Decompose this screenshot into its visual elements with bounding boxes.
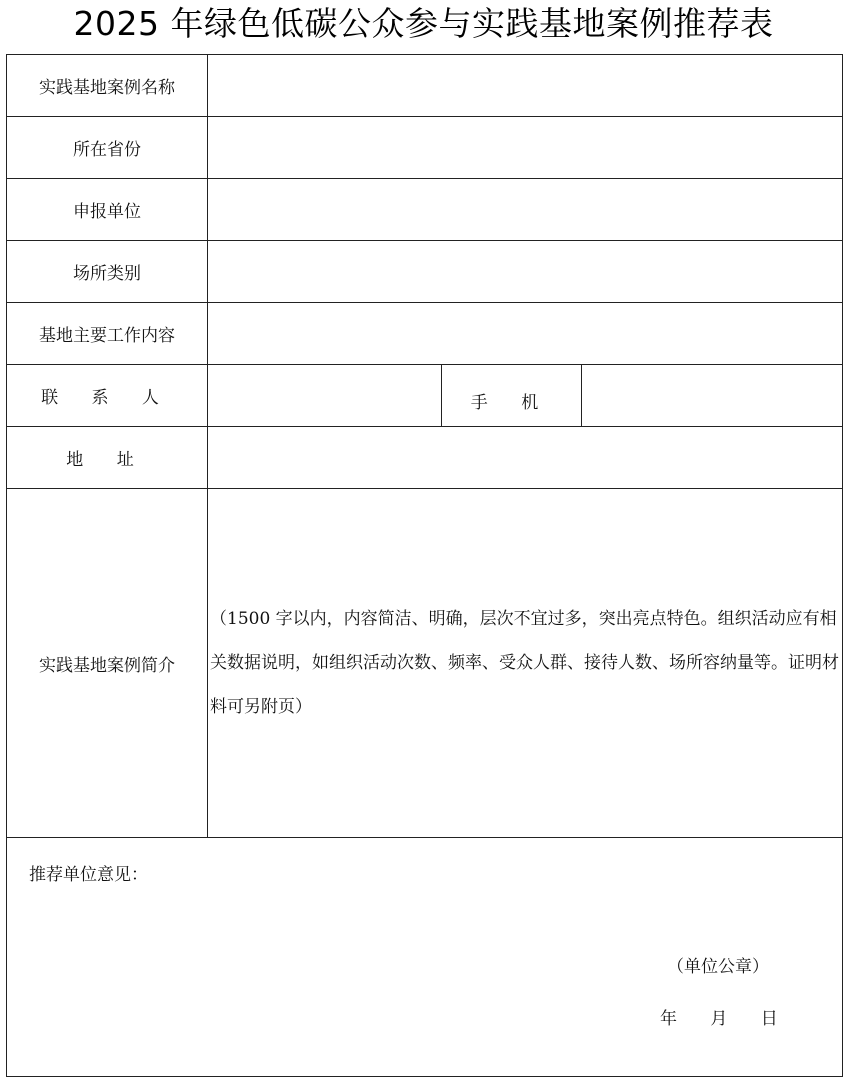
- intro-field[interactable]: [208, 489, 843, 838]
- applicant-label: 申报单位: [7, 179, 208, 241]
- phone-field[interactable]: [582, 365, 843, 427]
- row-address: [7, 427, 843, 489]
- row-applicant: [7, 179, 843, 241]
- venue-type-label: 场所类别: [7, 241, 208, 303]
- row-intro: [7, 489, 843, 838]
- main-work-label: 基地主要工作内容: [7, 303, 208, 365]
- case-name-field[interactable]: [208, 55, 843, 117]
- venue-type-field[interactable]: [208, 241, 843, 303]
- address-field[interactable]: [208, 427, 843, 489]
- row-main-work: [7, 303, 843, 365]
- opinion-field[interactable]: [7, 838, 843, 1077]
- page-title: 2025 年绿色低碳公众参与实践基地案例推荐表: [73, 4, 774, 43]
- province-field[interactable]: [208, 117, 843, 179]
- row-case-name: [7, 55, 843, 117]
- intro-hint: （1500 字以内，内容简洁、明确，层次不宜过多，突出亮点特色。组织活动应有相关数据说明，如组织活动次数、频率、受众人群、接待人数、场所容纳量等。证明材料可另附页）: [210, 609, 839, 717]
- unit-seal-label: （单位公章）: [667, 957, 769, 977]
- address-label: 地 址: [7, 427, 208, 489]
- contact-label: 联 系 人: [7, 365, 208, 427]
- row-province: [7, 117, 843, 179]
- applicant-field[interactable]: [208, 179, 843, 241]
- opinion-label: 推荐单位意见：: [29, 865, 148, 885]
- case-name-label: 实践基地案例名称: [7, 55, 208, 117]
- date-label: 年 月 日: [660, 1009, 778, 1029]
- province-label: 所在省份: [7, 117, 208, 179]
- row-venue-type: [7, 241, 843, 303]
- main-work-field[interactable]: [208, 303, 843, 365]
- row-opinion: [7, 838, 843, 1077]
- recommendation-form-table: [6, 54, 843, 1077]
- phone-label: 手 机: [470, 393, 553, 413]
- intro-label: 实践基地案例简介: [7, 489, 208, 838]
- phone-label-cell: [442, 365, 582, 427]
- contact-field[interactable]: [208, 365, 442, 427]
- row-contact: [7, 365, 843, 427]
